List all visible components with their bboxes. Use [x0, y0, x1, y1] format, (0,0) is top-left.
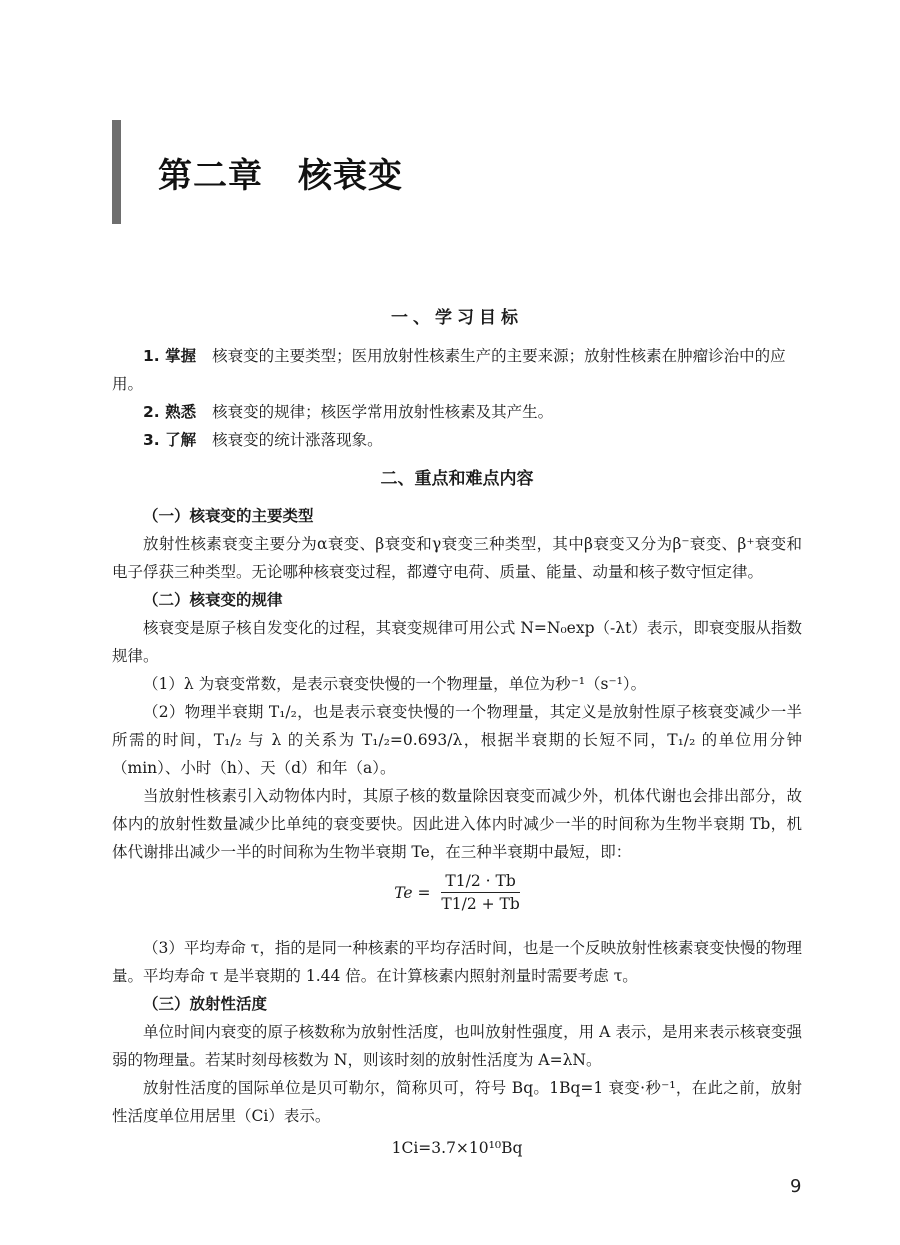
goal-item	[112, 426, 802, 454]
paragraph: （3）平均寿命 τ，指的是同一种核素的平均存活时间，也是一个反映放射性核素衰变快慢的物理量。平均寿命 τ 是半衰期的 1.44 倍。在计算核素内照射剂量时需要考虑 τ。	[112, 939, 802, 985]
formula-denominator: T1/2 + Tb	[441, 895, 520, 913]
effective-half-life-formula	[112, 870, 802, 930]
page-number: 9	[790, 1176, 802, 1197]
section-heading-objectives: 一、学习目标	[391, 308, 523, 328]
curie-equation: 1Ci=3.7×10¹⁰Bq	[391, 1139, 523, 1157]
paragraph: 放射性核素衰变主要分为α衰变、β衰变和γ衰变三种类型，其中β衰变又分为β⁻衰变、β⁺衰变和电子俘获三种类型。无论哪种核衰变过程，都遵守电荷、质量、能量、动量和核子数守恒定律。	[112, 535, 802, 581]
formula-fraction	[441, 870, 519, 915]
goal-item	[112, 342, 802, 398]
goal-label: 2. 熟悉	[143, 403, 197, 421]
formula-numerator: T1/2 · Tb	[441, 870, 519, 893]
subsection-heading-decay-types: （一）核衰变的主要类型	[143, 507, 314, 525]
goal-text: 核衰变的统计涨落现象。	[212, 431, 383, 449]
paragraph: （2）物理半衰期 T₁/₂，也是表示衰变快慢的一个物理量，其定义是放射性原子核衰变减少一半所需的时间，T₁/₂ 与 λ 的关系为 T₁/₂=0.693/λ，根据半衰期的长短不同，T₁/₂ 的单位用分钟（min）、小时（h）、天（d）和年（a）。	[112, 703, 802, 777]
paragraph: 单位时间内衰变的原子核数称为放射性活度，也叫放射性强度，用 A 表示，是用来表示核衰变强弱的物理量。若某时刻母核数为 N，则该时刻的放射性活度为 A=λN。	[112, 1023, 802, 1069]
goal-item	[112, 398, 802, 426]
paragraph: （1）λ 为衰变常数，是表示衰变快慢的一个物理量，单位为秒⁻¹（s⁻¹）。	[143, 675, 647, 693]
goal-text: 核衰变的规律；核医学常用放射性核素及其产生。	[212, 403, 554, 421]
chapter-title: 第二章 核衰变	[158, 156, 403, 196]
page-content	[112, 300, 802, 1162]
paragraph: 当放射性核素引入动物体内时，其原子核的数量除因衰变而减少外，机体代谢也会排出部分，故体内的放射性数量减少比单纯的衰变要快。因此进入体内时减少一半的时间称为生物半衰期 Tb，机体代谢排出减少一半的时间称为生物半衰期 Te，在三种半衰期中最短，即：	[112, 787, 802, 861]
subsection-heading-decay-law: （二）核衰变的规律	[143, 591, 283, 609]
goal-label: 1. 掌握	[143, 347, 197, 365]
paragraph: 放射性活度的国际单位是贝可勒尔，简称贝可，符号 Bq。1Bq=1 衰变·秒⁻¹，在此之前，放射性活度单位用居里（Ci）表示。	[112, 1079, 802, 1125]
paragraph: 核衰变是原子核自发变化的过程，其衰变规律可用公式 N=N₀exp（-λt）表示，即衰变服从指数规律。	[112, 619, 802, 665]
chapter-accent-bar	[112, 120, 121, 224]
section-heading-key-points: 二、重点和难点内容	[380, 469, 534, 489]
subsection-heading-activity: （三）放射性活度	[143, 995, 268, 1013]
formula-lhs: Te =	[394, 883, 431, 902]
goal-text: 核衰变的主要类型；医用放射性核素生产的主要来源；放射性核素在肿瘤诊治中的应用。	[112, 347, 786, 393]
goal-label: 3. 了解	[143, 431, 197, 449]
